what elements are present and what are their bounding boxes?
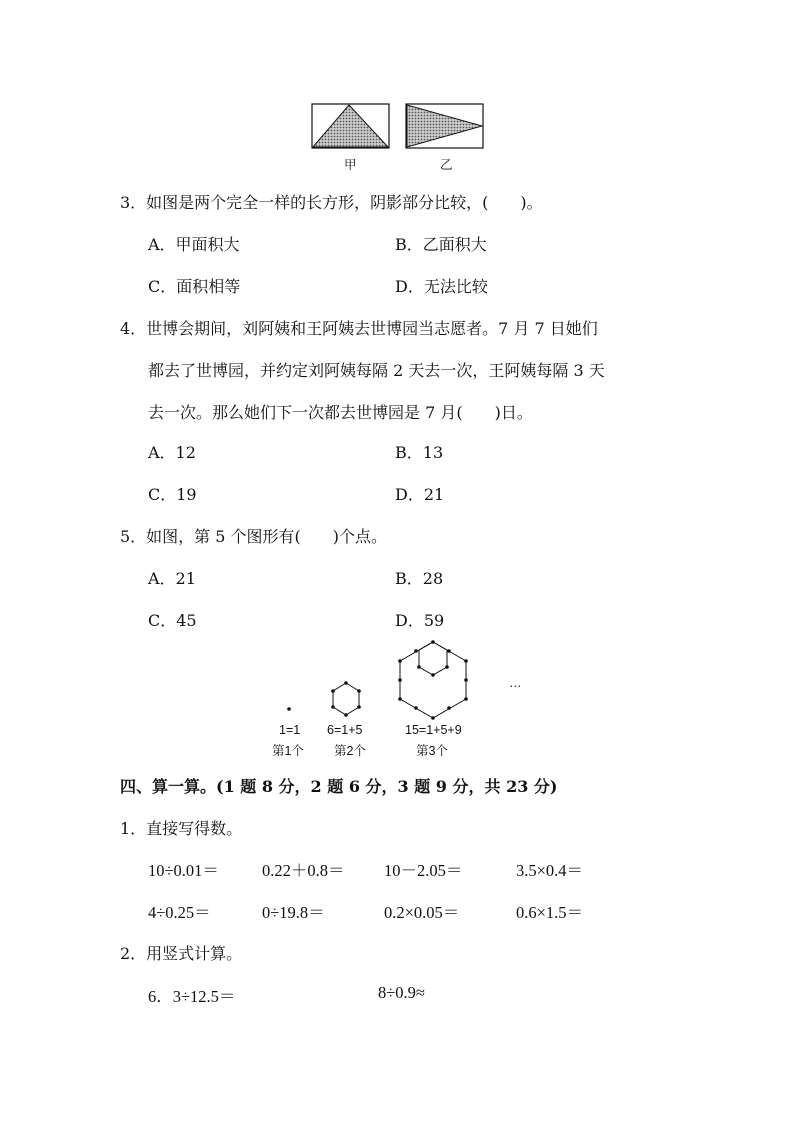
q5-option-c[interactable]: C．45 [148, 611, 197, 630]
calc-r1-c2: 0.22＋0.8＝ [262, 861, 345, 880]
q3-stem: 3．如图是两个完全一样的长方形，阴影部分比较，( )。 [120, 193, 543, 212]
calc-r1-c3: 10－2.05＝ [384, 861, 463, 880]
vertical-calc-2: 8÷0.9≈ [378, 983, 425, 1002]
ellipsis: … [509, 676, 522, 690]
q3-option-d[interactable]: D．无法比较 [395, 277, 488, 296]
eq-1: 1=1 [279, 723, 301, 737]
q4-option-d[interactable]: D．21 [395, 485, 445, 504]
calc-r1-c4: 3.5×0.4＝ [516, 861, 584, 880]
q4-option-b[interactable]: B．13 [395, 443, 444, 462]
q4-stem-line2: 都去了世博园，并约定刘阿姨每隔 2 天去一次，王阿姨每隔 3 天 [148, 361, 605, 380]
calc-r2-c3: 0.2×0.05＝ [384, 903, 460, 922]
q5-option-d[interactable]: D．59 [395, 611, 445, 630]
calc-r2-c4: 0.6×1.5＝ [516, 903, 584, 922]
q4-1-title: 1．直接写得数。 [120, 819, 243, 838]
vertical-calc-1: 6．3÷12.5＝ [148, 987, 236, 1006]
q4-stem-line1: 4．世博会期间，刘阿姨和王阿姨去世博园当志愿者。7 月 7 日她们 [120, 319, 598, 338]
eq-3: 15=1+5+9 [405, 723, 462, 737]
caption-1: 第1个 [272, 744, 304, 758]
q5-option-a[interactable]: A．21 [148, 569, 196, 588]
pattern-1 [287, 707, 291, 711]
q4-stem-line3: 去一次。那么她们下一次都去世博园是 7 月( )日。 [148, 403, 533, 422]
label-yi: 乙 [440, 158, 453, 172]
calc-r1-c1: 10÷0.01＝ [148, 861, 219, 880]
q5-option-b[interactable]: B．28 [395, 569, 444, 588]
q3-option-c[interactable]: C．面积相等 [148, 277, 241, 296]
calc-r2-c2: 0÷19.8＝ [262, 903, 325, 922]
q4-option-c[interactable]: C．19 [148, 485, 197, 504]
q3-option-b[interactable]: B．乙面积大 [395, 235, 487, 254]
q4-option-a[interactable]: A．12 [148, 443, 196, 462]
eq-2: 6=1+5 [327, 723, 363, 737]
q4-2-title: 2．用竖式计算。 [120, 944, 243, 963]
q3-option-a[interactable]: A．甲面积大 [148, 235, 240, 254]
calc-r2-c1: 4÷0.25＝ [148, 903, 211, 922]
pattern-3 [398, 640, 468, 720]
q5-stem: 5．如图，第 5 个图形有( )个点。 [120, 527, 388, 546]
caption-2: 第2个 [334, 744, 366, 758]
section-4-title: 四、算一算。(1 题 8 分，2 题 6 分，3 题 9 分，共 23 分) [120, 777, 558, 796]
pattern-2 [331, 681, 361, 717]
caption-3: 第3个 [416, 744, 448, 758]
label-jia: 甲 [344, 158, 357, 172]
